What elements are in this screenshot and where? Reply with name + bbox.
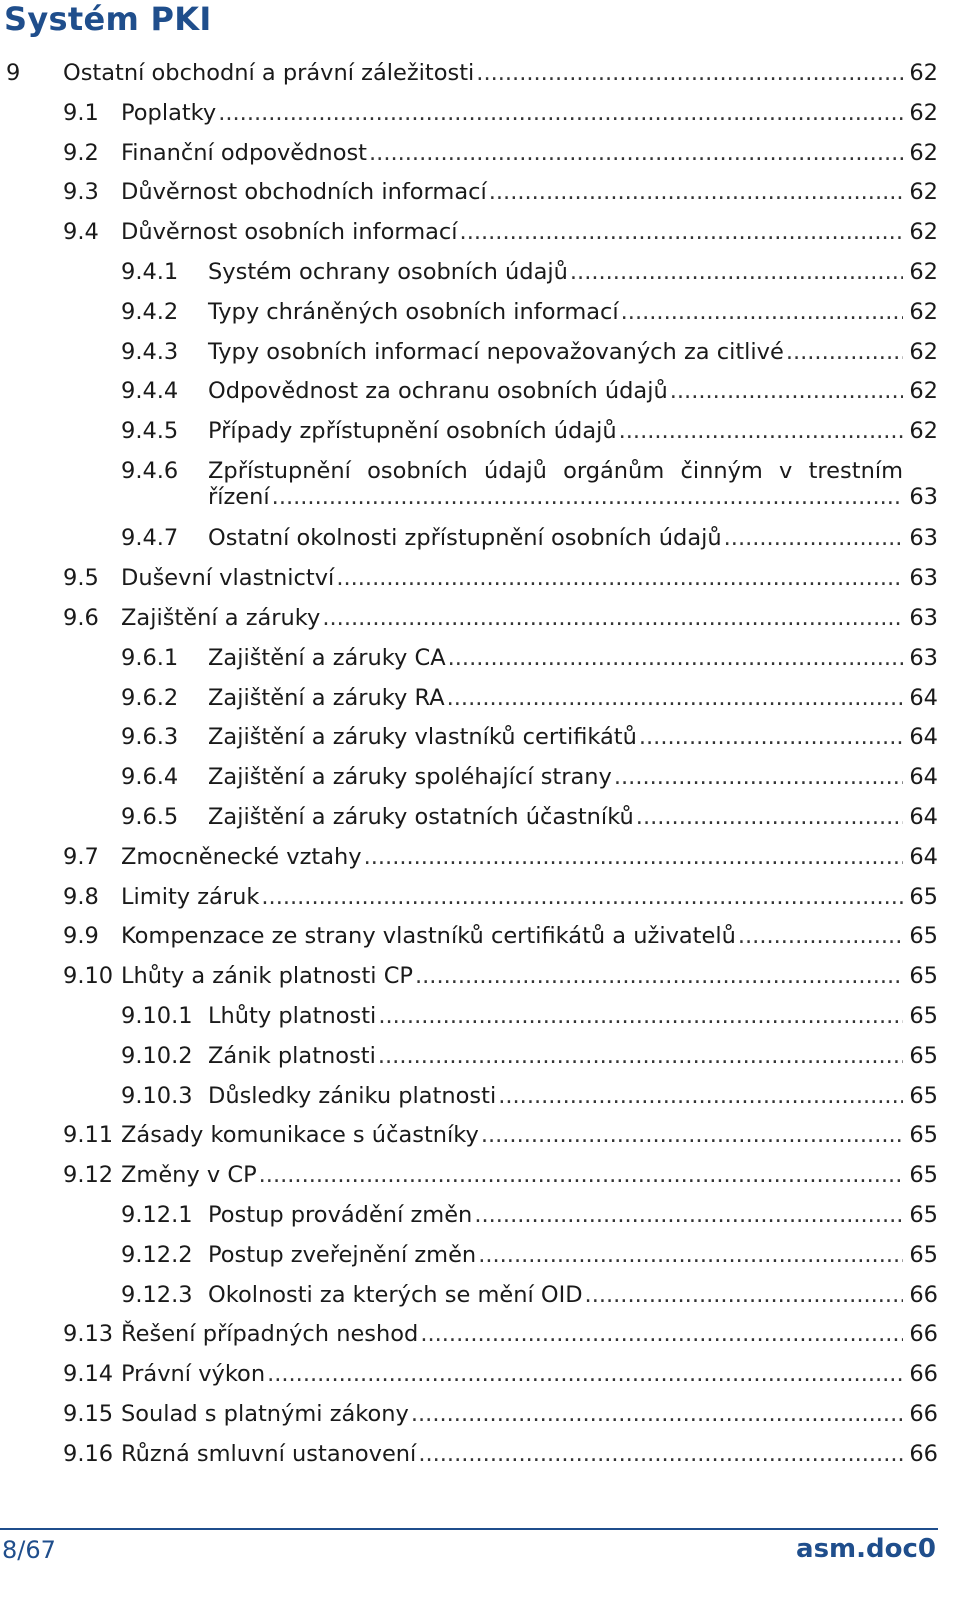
- toc-entry-page: 63: [909, 525, 938, 552]
- toc-entry[interactable]: [0, 335, 960, 375]
- toc-dot-leader: [476, 1238, 903, 1272]
- toc-entry-page: 65: [909, 883, 938, 910]
- toc-entry-page: 62: [909, 60, 938, 86]
- toc-entry-text: [208, 1278, 903, 1312]
- toc-entry-page: 66: [909, 1400, 938, 1427]
- toc-entry-title: Různá smluvní ustanovení: [121, 1440, 417, 1467]
- toc-entry-title: Zajištění a záruky RA: [208, 684, 445, 711]
- toc-entry-text: [121, 175, 903, 209]
- toc-entry[interactable]: [0, 1158, 960, 1198]
- toc-entry-page: 62: [909, 179, 938, 206]
- toc-entry[interactable]: [0, 1198, 960, 1238]
- toc-dot-leader: [784, 335, 903, 369]
- toc-dot-leader: [409, 1397, 903, 1431]
- toc-entry-text: [208, 1039, 903, 1073]
- toc-entry-page: 65: [909, 1241, 938, 1268]
- toc-entry[interactable]: [0, 880, 960, 920]
- toc-entry-text: [121, 880, 903, 914]
- toc-entry-title: Zajištění a záruky spoléhající strany: [208, 764, 612, 791]
- toc-entry-text: [121, 601, 903, 635]
- toc-entry-number: 9.6.1: [121, 644, 179, 671]
- toc-entry[interactable]: [0, 56, 960, 96]
- toc-entry-title: Postup zveřejnění změn: [208, 1241, 477, 1268]
- toc-dot-leader: [446, 641, 903, 675]
- toc-entry-number: 9.4: [63, 219, 99, 246]
- toc-dot-leader: [637, 720, 903, 754]
- toc-entry-title: Zajištění a záruky: [121, 604, 321, 631]
- toc-entry-number: 9.6.5: [121, 803, 179, 830]
- toc-dot-leader: [458, 215, 903, 249]
- toc-dot-leader: [612, 760, 903, 794]
- toc-entry-title: Zpřístupnění osobních údajů orgánům činným v trestním: [208, 458, 903, 484]
- toc-entry-page: 62: [909, 418, 938, 445]
- toc-entry-page: 63: [909, 644, 938, 671]
- toc-dot-leader: [736, 919, 903, 953]
- toc-entry-page: 65: [909, 1002, 938, 1029]
- toc-entry-number: 9.5: [63, 565, 99, 592]
- toc-dot-leader: [416, 1437, 903, 1471]
- toc-entry-page: 66: [909, 1361, 938, 1388]
- toc-entry-page: 65: [909, 1162, 938, 1189]
- toc-entry-title: Postup provádění změn: [208, 1201, 473, 1228]
- toc-entry-title: Zásady komunikace s účastníky: [121, 1122, 479, 1149]
- toc-entry-page: 64: [909, 764, 938, 791]
- toc-entry-number: 9.4.6: [121, 458, 179, 484]
- toc-dot-leader: [496, 1079, 903, 1113]
- toc-entry-title: Případy zpřístupnění osobních údajů: [208, 418, 617, 445]
- toc-entry-text: [121, 840, 903, 874]
- toc-entry-title: Poplatky: [121, 99, 217, 126]
- toc-entry-title: Lhůty a zánik platnosti CP: [121, 963, 413, 990]
- toc-entry-number: 9.9: [63, 923, 99, 950]
- toc-entry-text: [121, 1437, 903, 1471]
- toc-dot-leader: [362, 840, 903, 874]
- footer-divider: [0, 1528, 938, 1530]
- toc-entry[interactable]: [0, 1437, 960, 1477]
- toc-entry-page: 62: [909, 378, 938, 405]
- toc-entry-title: Řešení případných neshod: [121, 1321, 419, 1348]
- toc-entry-text: [121, 959, 903, 993]
- toc-entry-text: [208, 1238, 903, 1272]
- toc-dot-leader: [259, 880, 903, 914]
- toc-entry-text: [121, 1158, 903, 1192]
- toc-entry-text: [208, 641, 903, 675]
- toc-entry-number: 9.3: [63, 179, 99, 206]
- toc-entry[interactable]: [0, 1238, 960, 1278]
- toc-entry-page: 65: [909, 1122, 938, 1149]
- toc-entry-page: 65: [909, 1082, 938, 1109]
- toc-entry-title: Zajištění a záruky CA: [208, 644, 446, 671]
- toc-entry-title: Odpovědnost za ochranu osobních údajů: [208, 378, 668, 405]
- toc-entry-title: Kompenzace ze strany vlastníků certifikátů a uživatelů: [121, 923, 736, 950]
- toc-entry-title: Typy chráněných osobních informací: [208, 298, 619, 325]
- toc-dot-leader: [722, 521, 903, 555]
- toc-dot-leader: [445, 681, 903, 715]
- toc-entry-text: [208, 521, 903, 555]
- toc-entry-page: 66: [909, 1281, 938, 1308]
- toc-entry-page: 64: [909, 843, 938, 870]
- toc-entry[interactable]: [0, 601, 960, 641]
- toc-entry[interactable]: [0, 295, 960, 335]
- toc-entry-number: 9.4.1: [121, 259, 179, 285]
- toc-entry-text: [208, 999, 903, 1033]
- toc-entry-number: 9.13: [63, 1321, 114, 1348]
- toc-entry-page: 64: [909, 684, 938, 711]
- toc-entry[interactable]: [0, 1397, 960, 1437]
- toc-entry-text: [208, 335, 903, 369]
- toc-entry-number: 9.10.2: [121, 1042, 193, 1069]
- toc-entry-page: 62: [909, 338, 938, 365]
- footer-document-name: asm.doc0: [796, 1534, 936, 1564]
- toc-entry-title: Ostatní obchodní a právní záležitosti: [63, 60, 475, 86]
- toc-entry-number: 9.12.2: [121, 1241, 193, 1268]
- toc-dot-leader: [479, 1118, 903, 1152]
- toc-entry-number: 9.6.4: [121, 764, 179, 791]
- toc-dot-leader: [474, 56, 903, 90]
- toc-entry-number: 9.4.7: [121, 525, 179, 552]
- toc-entry[interactable]: [0, 175, 960, 215]
- toc-entry-title: Zmocněnecké vztahy: [121, 843, 362, 870]
- toc-entry-text: [208, 255, 903, 289]
- toc-entry-title: Důvěrnost osobních informací: [121, 219, 458, 246]
- toc-entry-title-continuation: [208, 480, 903, 514]
- toc-entry-number: 9.4.5: [121, 418, 179, 445]
- toc-entry[interactable]: [0, 215, 960, 255]
- toc-dot-leader: [418, 1317, 903, 1351]
- toc-entry-number: 9.12.1: [121, 1201, 193, 1228]
- toc-entry-title: Právní výkon: [121, 1361, 266, 1388]
- page-title: Systém PKI: [4, 0, 212, 38]
- toc-entry[interactable]: [0, 414, 960, 454]
- toc-dot-leader: [619, 295, 903, 329]
- toc-entry-text: [63, 56, 903, 90]
- toc-entry[interactable]: [0, 959, 960, 999]
- toc-entry-text: [208, 295, 903, 329]
- footer-page-number: 8/67: [2, 1536, 56, 1564]
- toc-entry[interactable]: [0, 1357, 960, 1397]
- toc-entry-page: 62: [909, 219, 938, 246]
- toc-entry-title: Důvěrnost obchodních informací: [121, 179, 487, 206]
- toc-dot-leader: [216, 96, 903, 130]
- toc-entry-page: 62: [909, 298, 938, 325]
- toc-entry-number: 9.4.2: [121, 298, 179, 325]
- toc-entry-title: Zajištění a záruky ostatních účastníků: [208, 803, 634, 830]
- toc-entry-page: 65: [909, 1042, 938, 1069]
- toc-entry-page: 65: [909, 923, 938, 950]
- toc-entry-text: [121, 215, 903, 249]
- toc-dot-leader: [320, 601, 903, 635]
- toc-dot-leader: [583, 1278, 903, 1312]
- toc-entry[interactable]: [0, 521, 960, 561]
- toc-entry-title: Okolnosti za kterých se mění OID: [208, 1281, 583, 1308]
- toc-dot-leader: [367, 136, 903, 170]
- toc-entry-title: Zánik platnosti: [208, 1042, 376, 1069]
- toc-entry-number: 9.1: [63, 99, 99, 126]
- toc-entry-text: [121, 1317, 903, 1351]
- toc-entry[interactable]: [0, 255, 960, 295]
- toc-entry-page: 66: [909, 1440, 938, 1467]
- toc-dot-leader: [617, 414, 903, 448]
- toc-entry-title: Duševní vlastnictví: [121, 565, 335, 592]
- toc-entry-page: 65: [909, 963, 938, 990]
- toc-entry-text: [121, 1118, 903, 1152]
- toc-entry-title: Zajištění a záruky vlastníků certifikátů: [208, 724, 637, 751]
- toc-dot-leader: [634, 800, 903, 834]
- toc-entry-title: Ostatní okolnosti zpřístupnění osobních údajů: [208, 525, 722, 552]
- toc-dot-leader: [472, 1198, 903, 1232]
- toc-entry-page: 62: [909, 139, 938, 166]
- toc-entry-number: 9.12: [63, 1162, 114, 1189]
- toc-entry-text: [121, 1357, 903, 1391]
- toc-dot-leader: [376, 999, 903, 1033]
- toc-entry[interactable]: [0, 919, 960, 959]
- toc-entry-text: [121, 136, 903, 170]
- toc-entry[interactable]: [0, 454, 960, 526]
- toc-entry[interactable]: [0, 374, 960, 414]
- toc-dot-leader: [257, 1158, 903, 1192]
- toc-entry[interactable]: [0, 681, 960, 721]
- toc-entry-page: 64: [909, 724, 938, 751]
- toc-entry-number: 9.4.4: [121, 378, 179, 405]
- toc-entry-title: Lhůty platnosti: [208, 1002, 377, 1029]
- toc-entry[interactable]: [0, 760, 960, 800]
- toc-entry-page: 65: [909, 1201, 938, 1228]
- toc-dot-leader: [413, 959, 903, 993]
- toc-entry[interactable]: [0, 561, 960, 601]
- toc-entry[interactable]: [0, 1079, 960, 1119]
- toc-entry-number: 9.6.2: [121, 684, 179, 711]
- toc-entry-text: [208, 1079, 903, 1113]
- toc-entry[interactable]: [0, 1278, 960, 1318]
- toc-dot-leader: [668, 374, 903, 408]
- toc-entry-number: 9.11: [63, 1122, 114, 1149]
- toc-entry-number: 9.14: [63, 1361, 114, 1388]
- toc-entry-number: 9.6.3: [121, 724, 179, 751]
- toc-entry-page: 63: [909, 484, 938, 510]
- toc-entry-page: 62: [909, 99, 938, 126]
- toc-entry[interactable]: [0, 840, 960, 880]
- toc-entry-text: [208, 760, 903, 794]
- toc-dot-leader: [270, 480, 903, 514]
- toc-entry[interactable]: [0, 999, 960, 1039]
- toc-entry[interactable]: [0, 641, 960, 681]
- toc-entry-number: 9.15: [63, 1400, 114, 1427]
- toc-entry[interactable]: [0, 1118, 960, 1158]
- toc-entry-page: 64: [909, 803, 938, 830]
- toc-entry-text: [208, 681, 903, 715]
- toc-entry-number: 9.10: [63, 963, 114, 990]
- toc-entry-number: 9.6: [63, 604, 99, 631]
- toc-entry-title: Finanční odpovědnost: [121, 139, 368, 166]
- toc-dot-leader: [376, 1039, 903, 1073]
- toc-entry[interactable]: [0, 1317, 960, 1357]
- toc-entry-number: 9.7: [63, 843, 99, 870]
- toc-entry-text: [121, 96, 903, 130]
- toc-entry-page: 66: [909, 1321, 938, 1348]
- toc-dot-leader: [568, 255, 903, 289]
- toc-entry-number: 9.10.3: [121, 1082, 193, 1109]
- toc-entry-title: Systém ochrany osobních údajů: [208, 259, 568, 285]
- toc-entry-number: 9.12.3: [121, 1281, 193, 1308]
- toc-entry-text: [208, 374, 903, 408]
- toc-entry-text: [208, 1198, 903, 1232]
- toc-entry-number: 9.8: [63, 883, 99, 910]
- toc-entry-title: Změny v CP: [121, 1162, 257, 1189]
- toc-entry-title: Typy osobních informací nepovažovaných za citlivé: [208, 338, 784, 365]
- toc-entry[interactable]: [0, 96, 960, 136]
- toc-entry-page: 62: [909, 259, 938, 285]
- toc-entry-number: 9.10.1: [121, 1002, 193, 1029]
- toc-entry[interactable]: [0, 136, 960, 176]
- toc-entry-title: Limity záruk: [121, 883, 260, 910]
- toc-entry-title-line2: řízení: [208, 484, 270, 510]
- toc-entry-text: [121, 1397, 903, 1431]
- toc-dot-leader: [487, 175, 903, 209]
- toc-dot-leader: [265, 1357, 903, 1391]
- toc-entry[interactable]: [0, 800, 960, 840]
- toc-dot-leader: [334, 561, 903, 595]
- toc-entry-page: 63: [909, 604, 938, 631]
- toc-entry-number: 9.16: [63, 1440, 114, 1467]
- toc-entry-title: Soulad s platnými zákony: [121, 1400, 409, 1427]
- toc-entry-text: [208, 414, 903, 448]
- toc-entry-text: [208, 800, 903, 834]
- toc-entry[interactable]: [0, 1039, 960, 1079]
- toc-entry[interactable]: [0, 720, 960, 760]
- toc-entry-number: 9.2: [63, 139, 99, 166]
- toc-entry-number: 9.4.3: [121, 338, 179, 365]
- toc-entry-text: [208, 720, 903, 754]
- toc-entry-number: 9: [6, 60, 21, 86]
- toc-entry-text: [121, 561, 903, 595]
- toc-entry-text: [121, 919, 903, 953]
- toc-entry-page: 63: [909, 565, 938, 592]
- toc-entry-title: Důsledky zániku platnosti: [208, 1082, 497, 1109]
